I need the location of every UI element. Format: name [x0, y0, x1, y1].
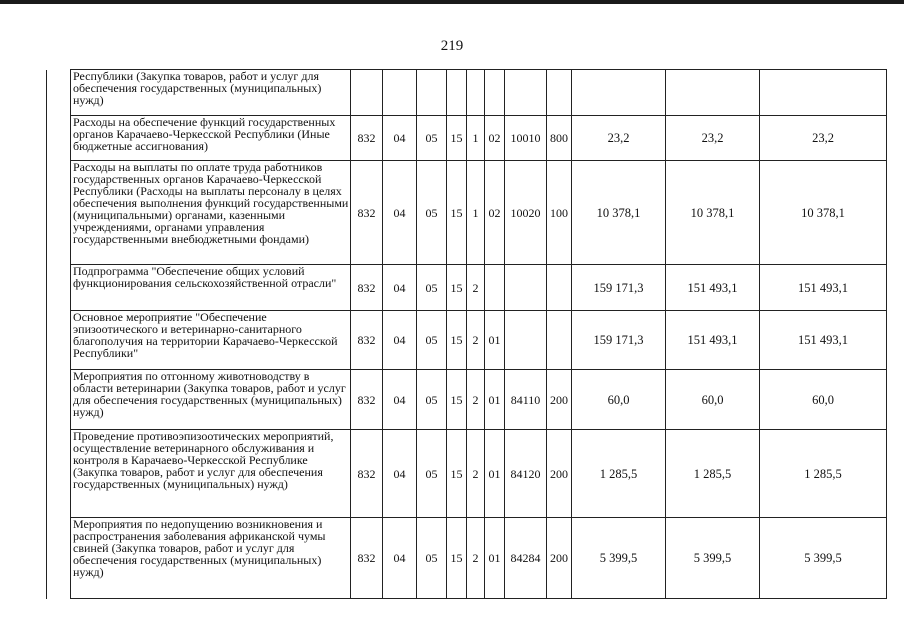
budget-table [46, 69, 887, 599]
event-code-cell: 02 [485, 116, 505, 161]
section-code-cell: 04 [383, 116, 417, 161]
direction-code-cell [505, 70, 547, 116]
amount-year3-cell: 10 378,1 [760, 161, 887, 265]
table-row [47, 518, 887, 599]
row-name-cell: Проведение противоэпизоотических мероприятий, осуществление ветеринарного обслуживания и контроля в Карачаево-Черкесской Республике (Закупка товаров, работ и услуг для обеспечения государственных (муниципальных) нужд) [71, 430, 351, 518]
amount-year1-cell [572, 70, 666, 116]
subsection-code-cell: 05 [417, 265, 447, 311]
direction-code-cell [505, 265, 547, 311]
amount-year2-cell: 1 285,5 [666, 430, 760, 518]
ministry-code-cell: 832 [351, 430, 383, 518]
subprogram-code-cell: 2 [467, 430, 485, 518]
direction-code-cell: 84284 [505, 518, 547, 599]
subprogram-code-cell: 2 [467, 311, 485, 370]
direction-code-cell: 84120 [505, 430, 547, 518]
program-code-cell: 15 [447, 116, 467, 161]
row-margin-cell [47, 370, 71, 430]
amount-year1-cell: 23,2 [572, 116, 666, 161]
table-row [47, 430, 887, 518]
subprogram-code-cell: 2 [467, 265, 485, 311]
subprogram-code-cell: 1 [467, 161, 485, 265]
program-code-cell: 15 [447, 161, 467, 265]
section-code-cell [383, 70, 417, 116]
amount-year1-cell: 159 171,3 [572, 311, 666, 370]
table-row [47, 116, 887, 161]
amount-year2-cell: 10 378,1 [666, 161, 760, 265]
section-code-cell: 04 [383, 430, 417, 518]
event-code-cell: 01 [485, 311, 505, 370]
amount-year1-cell: 10 378,1 [572, 161, 666, 265]
subsection-code-cell: 05 [417, 518, 447, 599]
amount-year2-cell: 60,0 [666, 370, 760, 430]
row-name-cell: Расходы на выплаты по оплате труда работников государственных органов Карачаево-Черкесской Республики (Расходы на выплаты персоналу в целях обеспечения выполнения функций государственными (муниципальными) органами, казенными учреждениями, органами управления государственными внебюджетными фондами) [71, 161, 351, 265]
direction-code-cell: 84110 [505, 370, 547, 430]
table-row [47, 370, 887, 430]
section-code-cell: 04 [383, 161, 417, 265]
row-margin-cell [47, 116, 71, 161]
expense-type-code-cell: 200 [547, 518, 572, 599]
direction-code-cell: 10010 [505, 116, 547, 161]
ministry-code-cell: 832 [351, 116, 383, 161]
row-name-cell: Расходы на обеспечение функций государственных органов Карачаево-Черкесской Республики (Иные бюджетные ассигнования) [71, 116, 351, 161]
amount-year2-cell: 151 493,1 [666, 265, 760, 311]
row-margin-cell [47, 430, 71, 518]
amount-year3-cell: 151 493,1 [760, 311, 887, 370]
event-code-cell [485, 265, 505, 311]
top-edge-bar [0, 0, 904, 4]
section-code-cell: 04 [383, 311, 417, 370]
row-name-cell: Подпрограмма "Обеспечение общих условий функционирования сельскохозяйственной отрасли" [71, 265, 351, 311]
program-code-cell: 15 [447, 518, 467, 599]
subsection-code-cell: 05 [417, 311, 447, 370]
expense-type-code-cell: 800 [547, 116, 572, 161]
subsection-code-cell [417, 70, 447, 116]
subsection-code-cell: 05 [417, 370, 447, 430]
ministry-code-cell: 832 [351, 265, 383, 311]
subprogram-code-cell: 1 [467, 116, 485, 161]
subsection-code-cell: 05 [417, 430, 447, 518]
amount-year3-cell: 1 285,5 [760, 430, 887, 518]
amount-year1-cell: 159 171,3 [572, 265, 666, 311]
event-code-cell [485, 70, 505, 116]
amount-year3-cell: 60,0 [760, 370, 887, 430]
program-code-cell: 15 [447, 430, 467, 518]
ministry-code-cell: 832 [351, 161, 383, 265]
program-code-cell [447, 70, 467, 116]
row-name-cell: Основное мероприятие "Обеспечение эпизоотического и ветеринарно-санитарного благополучия на территории Карачаево-Черкесской Республики" [71, 311, 351, 370]
expense-type-code-cell: 100 [547, 161, 572, 265]
row-margin-cell [47, 265, 71, 311]
table-row [47, 311, 887, 370]
subsection-code-cell: 05 [417, 116, 447, 161]
table-row [47, 161, 887, 265]
row-name-cell: Мероприятия по отгонному животноводству в области ветеринарии (Закупка товаров, работ и услуг для обеспечения государственных (муниципальных) нужд) [71, 370, 351, 430]
ministry-code-cell: 832 [351, 311, 383, 370]
amount-year2-cell: 23,2 [666, 116, 760, 161]
expense-type-code-cell: 200 [547, 430, 572, 518]
event-code-cell: 01 [485, 518, 505, 599]
subprogram-code-cell: 2 [467, 370, 485, 430]
amount-year3-cell: 23,2 [760, 116, 887, 161]
program-code-cell: 15 [447, 311, 467, 370]
expense-type-code-cell: 200 [547, 370, 572, 430]
amount-year1-cell: 5 399,5 [572, 518, 666, 599]
ministry-code-cell [351, 70, 383, 116]
table-row [47, 265, 887, 311]
row-margin-cell [47, 518, 71, 599]
amount-year1-cell: 60,0 [572, 370, 666, 430]
subprogram-code-cell [467, 70, 485, 116]
direction-code-cell: 10020 [505, 161, 547, 265]
expense-type-code-cell [547, 70, 572, 116]
amount-year3-cell: 151 493,1 [760, 265, 887, 311]
program-code-cell: 15 [447, 370, 467, 430]
page-number: 219 [440, 38, 464, 54]
event-code-cell: 02 [485, 161, 505, 265]
row-margin-cell [47, 311, 71, 370]
table-row [47, 70, 887, 116]
amount-year2-cell: 151 493,1 [666, 311, 760, 370]
row-margin-cell [47, 161, 71, 265]
subprogram-code-cell: 2 [467, 518, 485, 599]
ministry-code-cell: 832 [351, 518, 383, 599]
row-name-cell: Мероприятия по недопущению возникновения и распространения заболевания африканской чумы свиней (Закупка товаров, работ и услуг для обеспечения государственных (муниципальных) нужд) [71, 518, 351, 599]
amount-year3-cell: 5 399,5 [760, 518, 887, 599]
expense-type-code-cell [547, 311, 572, 370]
section-code-cell: 04 [383, 265, 417, 311]
ministry-code-cell: 832 [351, 370, 383, 430]
section-code-cell: 04 [383, 518, 417, 599]
program-code-cell: 15 [447, 265, 467, 311]
row-margin-cell [47, 70, 71, 116]
direction-code-cell [505, 311, 547, 370]
amount-year2-cell: 5 399,5 [666, 518, 760, 599]
expense-type-code-cell [547, 265, 572, 311]
amount-year3-cell [760, 70, 887, 116]
event-code-cell: 01 [485, 430, 505, 518]
event-code-cell: 01 [485, 370, 505, 430]
section-code-cell: 04 [383, 370, 417, 430]
amount-year1-cell: 1 285,5 [572, 430, 666, 518]
amount-year2-cell [666, 70, 760, 116]
row-name-cell: Республики (Закупка товаров, работ и услуг для обеспечения государственных (муниципальных) нужд) [71, 70, 351, 116]
subsection-code-cell: 05 [417, 161, 447, 265]
